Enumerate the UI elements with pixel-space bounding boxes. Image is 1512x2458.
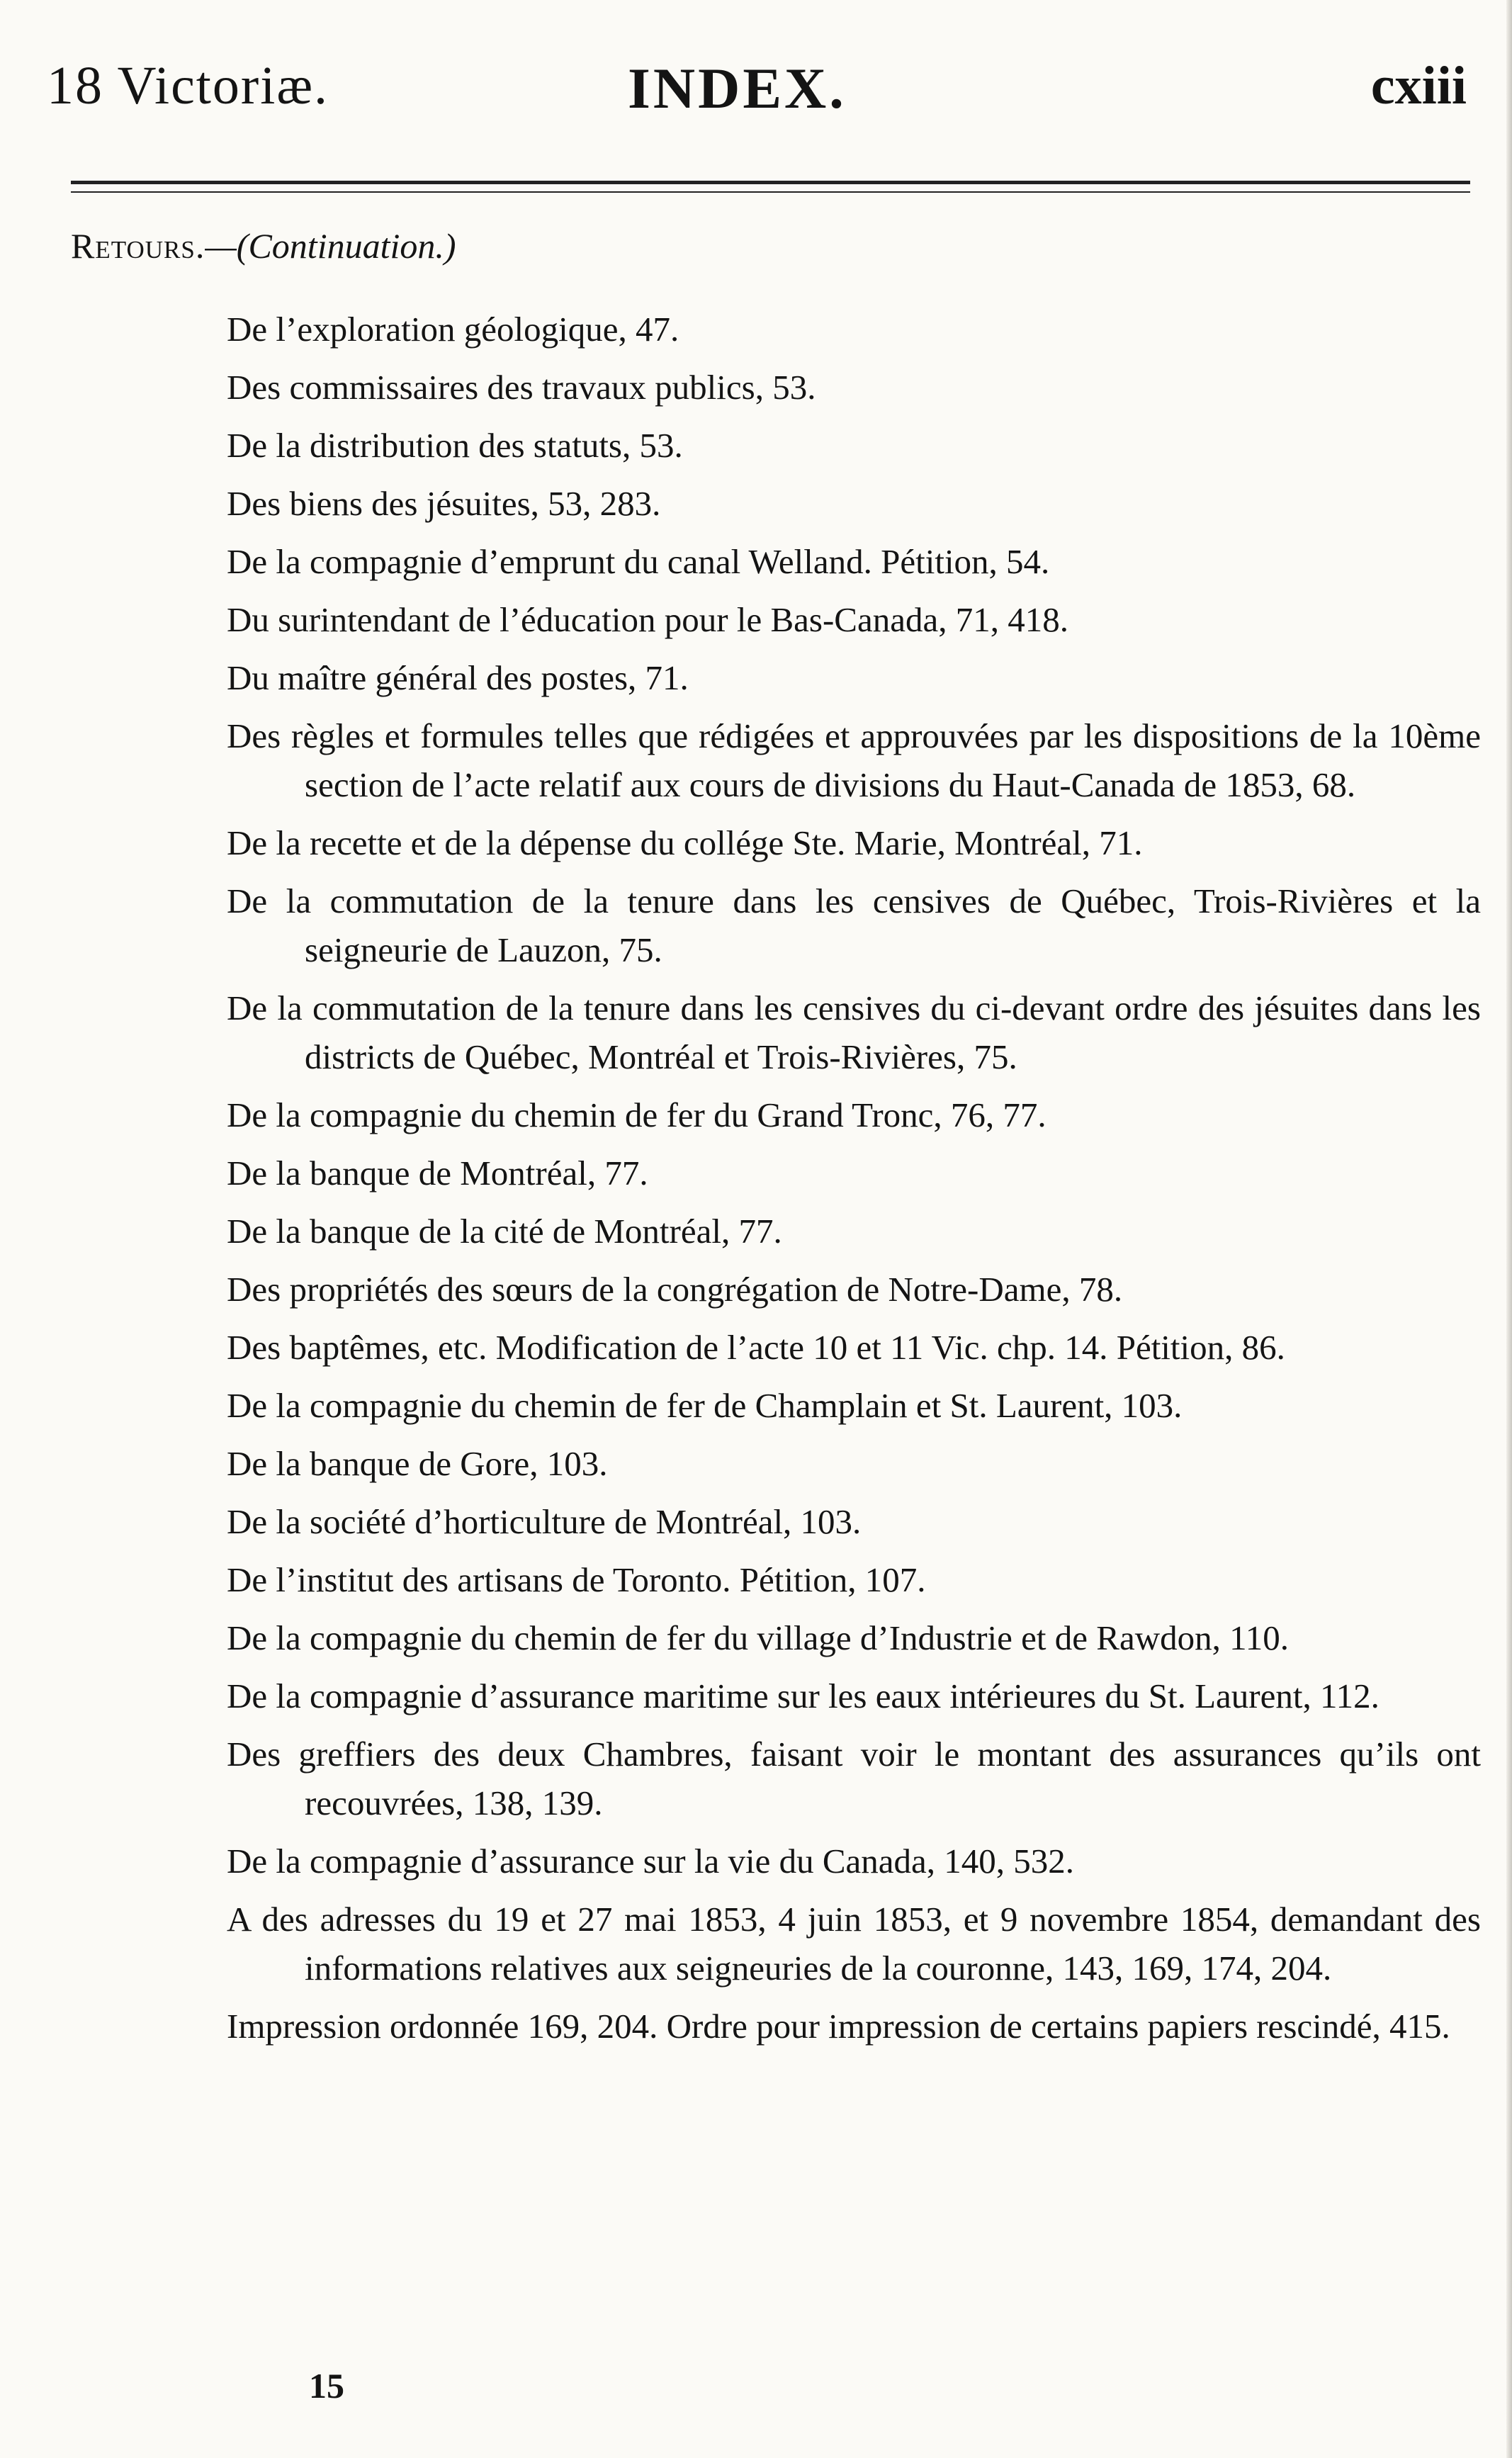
section-label: Retours. [71, 226, 205, 266]
signature-mark: 15 [309, 2366, 344, 2406]
index-entry: Du surintendant de l’éducation pour le Bas-Canada, 71, 418. [227, 600, 1068, 639]
index-entry: De la compagnie d’assurance sur la vie du Canada, 140, 532. [227, 1842, 1075, 1881]
index-entry: De l’institut des artisans de Toronto. Pétition, 107. [227, 1560, 926, 1599]
header-title: INDEX. [628, 56, 847, 120]
index-entry: Du maître général des postes, 71. [227, 658, 689, 697]
index-entry: De la distribution des statuts, 53. [227, 426, 683, 465]
index-entry: De la banque de la cité de Montréal, 77. [227, 1212, 782, 1251]
index-entry: De la compagnie d’assurance maritime sur les eaux intérieures du St. Laurent, 112. [227, 1676, 1380, 1715]
index-entry: De la banque de Gore, 103. [227, 1444, 608, 1483]
header-rule-thin [71, 191, 1470, 193]
header-rule-thick [71, 181, 1470, 184]
index-entry: Des commissaires des travaux publics, 53. [227, 368, 816, 407]
index-entry: Des greffiers des deux Chambres, faisant voir le montant des assurances qu’ils ont recouvrées, 138, 139. [227, 1735, 1481, 1822]
section-continuation: —(Continuation.) [205, 226, 456, 266]
index-entry: De la compagnie du chemin de fer de Champlain et St. Laurent, 103. [227, 1386, 1183, 1425]
index-entry: De l’exploration géologique, 47. [227, 310, 679, 349]
index-entry: De la compagnie d’emprunt du canal Welland. Pétition, 54. [227, 542, 1050, 581]
index-entry: Des biens des jésuites, 53, 283. [227, 484, 661, 523]
index-entries [227, 305, 1481, 2060]
index-entry: Des propriétés des sœurs de la congrégation de Notre-Dame, 78. [227, 1270, 1123, 1309]
index-entry: De la compagnie du chemin de fer du Grand Tronc, 76, 77. [227, 1095, 1046, 1134]
index-entry: A des adresses du 19 et 27 mai 1853, 4 juin 1853, et 9 novembre 1854, demandant des informations relatives aux seigneuries de la couronne, 143, 169, 174, 204. [227, 1900, 1481, 1988]
index-entry: De la compagnie du chemin de fer du village d’Industrie et de Rawdon, 110. [227, 1618, 1290, 1657]
index-entry: De la société d’horticulture de Montréal, 103. [227, 1502, 862, 1541]
index-entry: De la commutation de la tenure dans les censives du ci-devant ordre des jésuites dans les districts de Québec, Montréal et Trois-Rivières, 75. [227, 988, 1481, 1076]
header-page-number: cxiii [1370, 56, 1467, 115]
page-header [47, 55, 1467, 140]
index-entry: Des règles et formules telles que rédigées et approuvées par les dispositions de la 10ème section de l’acte relatif aux cours de divisions du Haut-Canada de 1853, 68. [227, 716, 1481, 804]
header-session: 18 Victoriæ. [47, 56, 329, 115]
index-entry: De la banque de Montréal, 77. [227, 1154, 648, 1193]
index-entry: De la commutation de la tenure dans les censives de Québec, Trois-Rivières et la seigneurie de Lauzon, 75. [227, 881, 1481, 969]
index-entry: De la recette et de la dépense du collége Ste. Marie, Montréal, 71. [227, 823, 1143, 862]
section-heading [71, 225, 456, 266]
index-entry: Des baptêmes, etc. Modification de l’acte 10 et 11 Vic. chp. 14. Pétition, 86. [227, 1328, 1285, 1367]
index-entry: Impression ordonnée 169, 204. Ordre pour impression de certains papiers rescindé, 415. [227, 2007, 1450, 2046]
page-edge [1506, 0, 1512, 2458]
